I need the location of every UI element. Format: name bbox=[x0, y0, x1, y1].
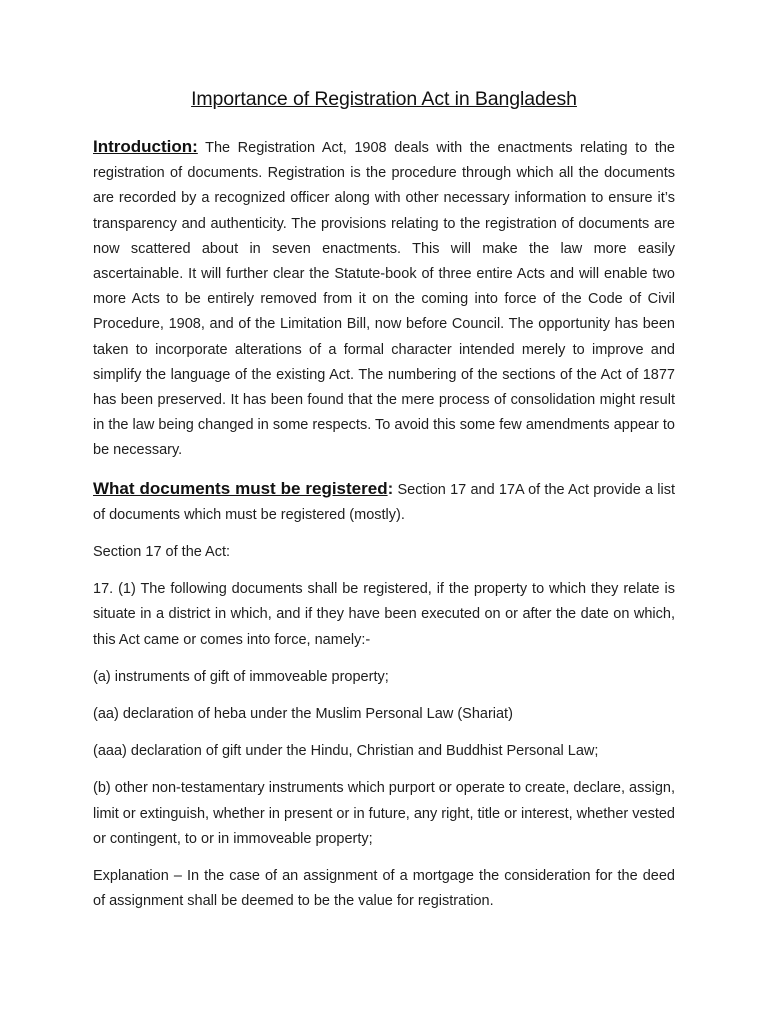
item-b: (b) other non-testamentary instruments which purport or operate to create, declare, assign, limit or extinguish, whether in present or in future, any right, title or interest, whether vested or contingent, to or in immoveable property; bbox=[93, 780, 675, 847]
document-title: Importance of Registration Act in Bangladesh bbox=[191, 88, 577, 110]
intro-heading: Introduction: bbox=[93, 137, 198, 156]
item-a: (a) instruments of gift of immoveable property; bbox=[93, 668, 389, 685]
intro-text: The Registration Act, 1908 deals with the enactments relating to the registration of documents. Registration is the procedure through which all the documents are recorded by a recognized officer along with other necessary information to ensure it’s transparency and authenticity. The provisions relating to the registration of documents are now scattered about in seven enactments. This will make the law more easily ascertainable. It will further clear the Statute-book of three entire Acts and will enable two more Acts to be entirely removed from it on the coming into force of the Code of Civil Procedure, 1908, and of the Limitation Bill, now before Council. The opportunity has been taken to incorporate alterations of a formal character intended merely to improve and simplify the language of the existing Act. The numbering of the sections of the Act of 1877 has been preserved. It has been found that the mere process of consolidation might result in the law being changed in some respects. To avoid this some few amendments appear to be necessary. bbox=[93, 140, 675, 459]
intro-paragraph bbox=[93, 134, 675, 464]
documents-text: Section 17 and 17A of the Act provide a list of documents which must be registered (mostly). bbox=[93, 481, 676, 523]
document-page bbox=[93, 84, 675, 914]
section-label: Section 17 of the Act: bbox=[93, 544, 231, 561]
item-aa: (aa) declaration of heba under the Muslim Personal Law (Shariat) bbox=[93, 706, 513, 723]
item-aaa: (aaa) declaration of gift under the Hindu, Christian and Buddhist Personal Law; bbox=[93, 743, 599, 760]
documents-heading-colon: : bbox=[387, 478, 394, 498]
documents-heading: What documents must be registered bbox=[93, 478, 388, 498]
explanation: Explanation – In the case of an assignment of a mortgage the consideration for the deed of assignment shall be deemed to be the value for registration. bbox=[93, 868, 675, 910]
section-17-1: 17. (1) The following documents shall be registered, if the property to which they relate is situate in a district in which, and if they have been executed on or after the date on which, this Act came or comes into force, namely:- bbox=[93, 581, 675, 648]
documents-paragraph bbox=[93, 476, 675, 528]
